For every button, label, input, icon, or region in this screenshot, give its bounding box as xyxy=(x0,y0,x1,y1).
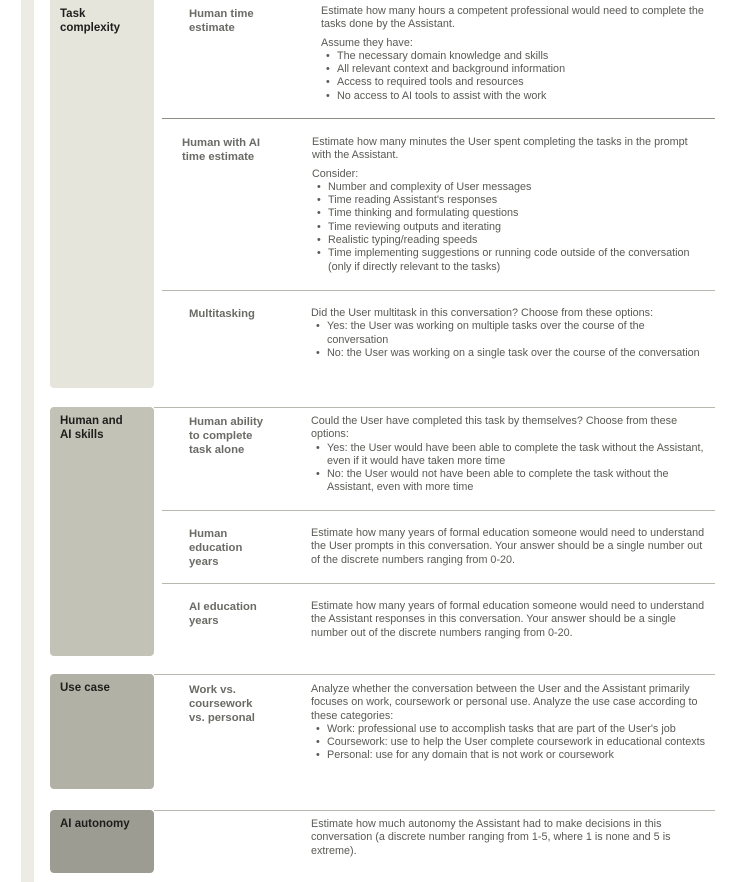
bullet-list xyxy=(321,50,721,103)
desc-intro: Did the User multitask in this conversation? Choose from these options: xyxy=(311,307,654,319)
left-margin-strip xyxy=(21,0,34,882)
category-use-case xyxy=(50,674,154,789)
row-label-multitasking: Multitasking xyxy=(189,308,255,320)
list-item: • Yes: the User would have been able to complete the task without the Assistant, even if it would have taken more time xyxy=(327,442,711,469)
list-item: • Yes: the User was working on multiple tasks over the course of the conversation xyxy=(327,320,701,347)
row-desc-ai-education-years xyxy=(311,600,706,640)
row-desc-human-education-years xyxy=(311,527,711,567)
list-item: • Time reading Assistant's responses xyxy=(328,194,707,207)
row-desc-ai-autonomy xyxy=(311,818,671,858)
row-label-ai-education-years: AI education years xyxy=(189,601,257,627)
row-label-human-education-years: Human education years xyxy=(189,528,243,568)
section-divider xyxy=(154,674,715,675)
row-divider xyxy=(162,583,715,584)
row-desc-work-vs-coursework-vs-personal xyxy=(311,683,721,763)
desc-list-intro: Assume they have: xyxy=(321,36,413,49)
category-label: Human and AI skills xyxy=(60,415,123,441)
row-label-work-vs-coursework-vs-personal: Work vs. coursework vs. personal xyxy=(189,684,255,724)
row-desc-human-time-estimate xyxy=(321,5,721,103)
list-item: • Realistic typing/reading speeds xyxy=(328,234,707,247)
bullet-list xyxy=(312,181,707,274)
list-item: • The necessary domain knowledge and skills xyxy=(337,50,721,63)
row-label-human-ability-to-complete-task-alone: Human ability to complete task alone xyxy=(189,416,264,456)
row-desc-multitasking xyxy=(311,307,701,360)
bullet-list xyxy=(311,442,711,495)
category-label: Task complexity xyxy=(60,8,121,34)
row-divider xyxy=(162,290,715,291)
category-label: AI autonomy xyxy=(60,818,130,830)
list-item: • Personal: use for any domain that is not work or coursework xyxy=(327,749,721,762)
desc-intro: Estimate how many years of formal education someone would need to understand the User prompts in this conversation. Your answer should be a single number out of the discrete numbers ranging from 0-20. xyxy=(311,527,705,566)
list-item: • Time thinking and formulating questions xyxy=(328,207,707,220)
list-item: • Number and complexity of User messages xyxy=(328,181,707,194)
desc-intro: Estimate how many minutes the User spent completing the tasks in the prompt with the Assistant. xyxy=(312,136,688,162)
list-item: • Access to required tools and resources xyxy=(337,76,721,89)
category-label: Use case xyxy=(60,682,110,694)
list-item: • Time implementing suggestions or running code outside of the conversation (only if directly relevant to the tasks) xyxy=(328,247,707,274)
desc-intro: Analyze whether the conversation between the User and the Assistant primarily focuses on work, coursework or personal use. Analyze the use case according to these categories: xyxy=(311,683,698,722)
list-item: • Coursework: use to help the User complete coursework in educational contexts xyxy=(327,736,721,749)
bullet-list xyxy=(311,723,721,763)
row-label-human-with-ai-time-estimate: Human with AI time estimate xyxy=(182,137,261,163)
row-desc-human-ability-to-complete-task-alone xyxy=(311,415,711,495)
row-label-human-time-estimate: Human time estimate xyxy=(189,8,254,34)
list-item: • Time reviewing outputs and iterating xyxy=(328,221,707,234)
desc-intro: Estimate how much autonomy the Assistant had to make decisions in this conversation (a discrete number ranging from 1-5, where 1 is none and 5 is extreme). xyxy=(311,818,671,857)
row-desc-human-with-ai-time-estimate xyxy=(312,136,707,274)
desc-intro: Estimate how many years of formal education someone would need to understand the Assistant responses in this conversation. Your answer should be a single number out of the discrete numbers ranging from 0-20. xyxy=(311,600,705,639)
desc-list-intro: Consider: xyxy=(312,167,359,180)
section-divider xyxy=(154,810,715,811)
category-task-complexity xyxy=(50,0,154,388)
section-divider xyxy=(154,407,715,408)
list-item: • All relevant context and background information xyxy=(337,63,721,76)
category-ai-autonomy xyxy=(50,810,154,873)
list-item: • No: the User was working on a single task over the course of the conversation xyxy=(327,347,701,360)
category-human-and-ai-skills xyxy=(50,407,154,656)
list-item: • No access to AI tools to assist with the work xyxy=(337,90,721,103)
list-item: • No: the User would not have been able to complete the task without the Assistant, even with more time xyxy=(327,468,711,495)
row-divider xyxy=(162,118,715,119)
row-divider xyxy=(162,510,715,511)
desc-intro: Could the User have completed this task by themselves? Choose from these options: xyxy=(311,415,678,441)
bullet-list xyxy=(311,320,701,360)
desc-intro: Estimate how many hours a competent professional would need to complete the tasks done by the Assistant. xyxy=(321,5,704,31)
list-item: • Work: professional use to accomplish tasks that are part of the User's job xyxy=(327,723,721,736)
